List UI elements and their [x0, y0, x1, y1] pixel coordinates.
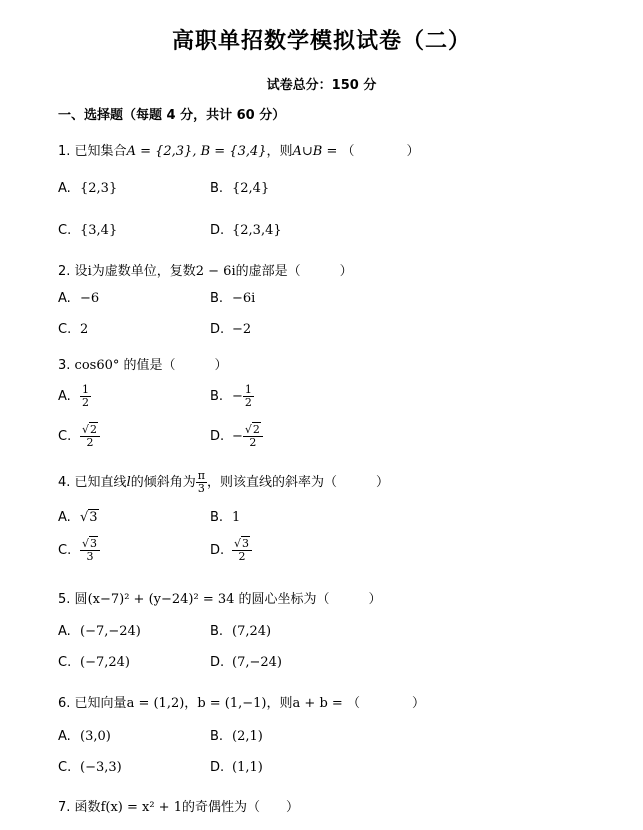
fraction-denominator: 2	[244, 396, 252, 409]
question-text: 圆	[74, 592, 88, 607]
option-value: −6	[80, 291, 100, 306]
sqrt-icon: √3	[80, 510, 98, 525]
answer-blank: 的奇偶性为（ ）	[181, 800, 299, 815]
fraction-denominator: 3	[197, 482, 205, 495]
question-math: l	[126, 475, 131, 490]
question-text: 设	[74, 264, 88, 279]
option-letter: B.	[210, 510, 224, 525]
sqrt-radicand: 3	[89, 510, 98, 525]
question-math: a = (1,2)	[126, 696, 185, 711]
option-value: −6i	[232, 291, 256, 306]
option-c[interactable]	[58, 223, 117, 238]
option-letter: A.	[58, 389, 71, 404]
sqrt-radicand: 2	[252, 423, 260, 436]
question-6	[58, 692, 425, 711]
option-a[interactable]	[58, 624, 141, 639]
question-math: A = {2,3}, B = {3,4}	[126, 144, 267, 159]
option-value: 1	[232, 510, 241, 525]
option-letter: D.	[210, 655, 225, 670]
option-letter: A.	[58, 510, 71, 525]
option-d[interactable]	[210, 538, 252, 563]
question-text: 的倾斜角为	[130, 475, 196, 490]
fraction-numerator: 1	[82, 383, 89, 396]
answer-blank: （ ）	[341, 144, 420, 159]
option-d[interactable]	[210, 760, 263, 775]
sqrt-icon: √2	[244, 423, 260, 436]
question-2	[58, 260, 353, 279]
option-b[interactable]	[210, 384, 254, 409]
option-fraction	[80, 538, 100, 563]
sqrt-radicand: 2	[90, 423, 98, 436]
question-math: b = (1,−1)	[197, 696, 267, 711]
question-number: 4.	[58, 475, 71, 490]
option-value: {2,4}	[232, 181, 270, 196]
answer-blank: （ ）	[346, 696, 425, 711]
fraction-denominator: 2	[249, 436, 257, 449]
question-5	[58, 588, 382, 607]
option-letter: D.	[210, 223, 225, 238]
option-d[interactable]	[210, 223, 282, 238]
option-value: (7,24)	[232, 624, 272, 639]
sqrt-radicand: 3	[242, 537, 250, 550]
answer-blank: 的虚部是（ ）	[235, 264, 353, 279]
option-letter: A.	[58, 291, 71, 306]
section-heading: 一、选择题（每题 4 分，共计 60 分）	[58, 108, 286, 123]
option-letter: B.	[210, 624, 224, 639]
option-value: (2,1)	[232, 729, 263, 744]
question-text: ，则	[266, 696, 293, 711]
option-d[interactable]	[210, 424, 263, 449]
fraction-denominator: 2	[82, 396, 89, 409]
question-number: 5.	[58, 592, 71, 607]
fraction-numerator: π	[197, 469, 205, 482]
option-b[interactable]	[210, 510, 240, 525]
option-value: {2,3}	[80, 181, 118, 196]
question-math: A∪B =	[292, 144, 338, 159]
question-4	[58, 470, 389, 495]
option-letter: C.	[58, 760, 72, 775]
option-a[interactable]	[58, 729, 111, 744]
option-letter: D.	[210, 429, 225, 444]
option-c[interactable]	[58, 538, 100, 563]
option-letter: B.	[210, 181, 224, 196]
option-letter: C.	[58, 429, 72, 444]
option-fraction	[232, 538, 252, 563]
option-letter: B.	[210, 291, 224, 306]
fraction-denominator: 2	[238, 550, 246, 563]
question-text: ，	[184, 696, 198, 711]
option-value: −2	[232, 322, 252, 337]
total-score: 试卷总分：150 分	[266, 78, 377, 93]
option-c[interactable]	[58, 655, 130, 670]
option-letter: A.	[58, 181, 71, 196]
sqrt-icon: √3	[234, 537, 250, 550]
question-1	[58, 140, 420, 159]
option-c[interactable]	[58, 322, 88, 337]
option-value: (7,−24)	[232, 655, 282, 670]
option-letter: C.	[58, 322, 72, 337]
question-7	[58, 796, 299, 815]
question-fraction	[196, 470, 207, 495]
option-letter: A.	[58, 729, 71, 744]
fraction-denominator: 2	[86, 436, 94, 449]
question-math: cos60°	[74, 358, 120, 373]
option-letter: D.	[210, 543, 225, 558]
page-title: 高职单招数学模拟试卷（二）	[171, 29, 471, 54]
option-a[interactable]	[58, 291, 99, 306]
answer-blank: 的值是（ ）	[123, 358, 228, 373]
question-3	[58, 354, 228, 373]
option-letter: C.	[58, 223, 72, 238]
option-value: 2	[80, 322, 89, 337]
question-number: 3.	[58, 358, 71, 373]
fraction-numerator: 1	[244, 383, 252, 396]
question-text: 已知直线	[74, 475, 127, 490]
question-number: 7.	[58, 800, 71, 815]
option-letter: D.	[210, 322, 225, 337]
option-value: (3,0)	[80, 729, 111, 744]
question-text: ，则	[266, 144, 293, 159]
option-b[interactable]	[210, 181, 269, 196]
question-number: 1.	[58, 144, 71, 159]
option-value: (−3,3)	[80, 760, 122, 775]
sqrt-icon: √2	[82, 423, 98, 436]
option-fraction	[243, 384, 254, 409]
question-math: i	[87, 264, 92, 279]
option-a[interactable]	[58, 181, 117, 196]
option-d[interactable]	[210, 322, 251, 337]
question-text: 函数	[74, 800, 101, 815]
option-fraction	[80, 384, 91, 409]
option-letter: C.	[58, 655, 72, 670]
option-value: (−7,24)	[80, 655, 130, 670]
option-d[interactable]	[210, 655, 282, 670]
question-text: 为虚数单位，复数	[91, 264, 196, 279]
question-number: 2.	[58, 264, 71, 279]
option-a[interactable]	[58, 510, 99, 525]
option-b[interactable]	[210, 291, 255, 306]
answer-blank: 的圆心坐标为（ ）	[238, 592, 382, 607]
question-text: 已知集合	[74, 144, 127, 159]
option-c[interactable]	[58, 424, 100, 449]
option-a[interactable]	[58, 384, 91, 409]
option-letter: A.	[58, 624, 71, 639]
option-sign: −	[232, 389, 243, 404]
answer-blank: ，则该直线的斜率为（ ）	[206, 475, 389, 490]
option-value: (−7,−24)	[80, 624, 141, 639]
option-fraction	[243, 424, 263, 449]
option-fraction	[80, 424, 100, 449]
sqrt-radicand: 3	[90, 537, 98, 550]
option-letter: C.	[58, 543, 72, 558]
question-text: 已知向量	[74, 696, 127, 711]
option-value: (1,1)	[232, 760, 263, 775]
question-math: (x−7)² + (y−24)² = 34	[87, 592, 235, 607]
option-c[interactable]	[58, 760, 122, 775]
option-value: {3,4}	[80, 223, 118, 238]
option-b[interactable]	[210, 729, 263, 744]
question-math: 2 − 6i	[195, 264, 236, 279]
option-sign: −	[232, 429, 243, 444]
sqrt-icon: √3	[82, 537, 98, 550]
option-value: {2,3,4}	[232, 223, 282, 238]
option-letter: D.	[210, 760, 225, 775]
question-math: a + b =	[292, 696, 343, 711]
question-math: f(x) = x² + 1	[100, 800, 182, 815]
option-letter: B.	[210, 389, 224, 404]
question-number: 6.	[58, 696, 71, 711]
option-letter: B.	[210, 729, 224, 744]
fraction-denominator: 3	[86, 550, 94, 563]
option-b[interactable]	[210, 624, 271, 639]
